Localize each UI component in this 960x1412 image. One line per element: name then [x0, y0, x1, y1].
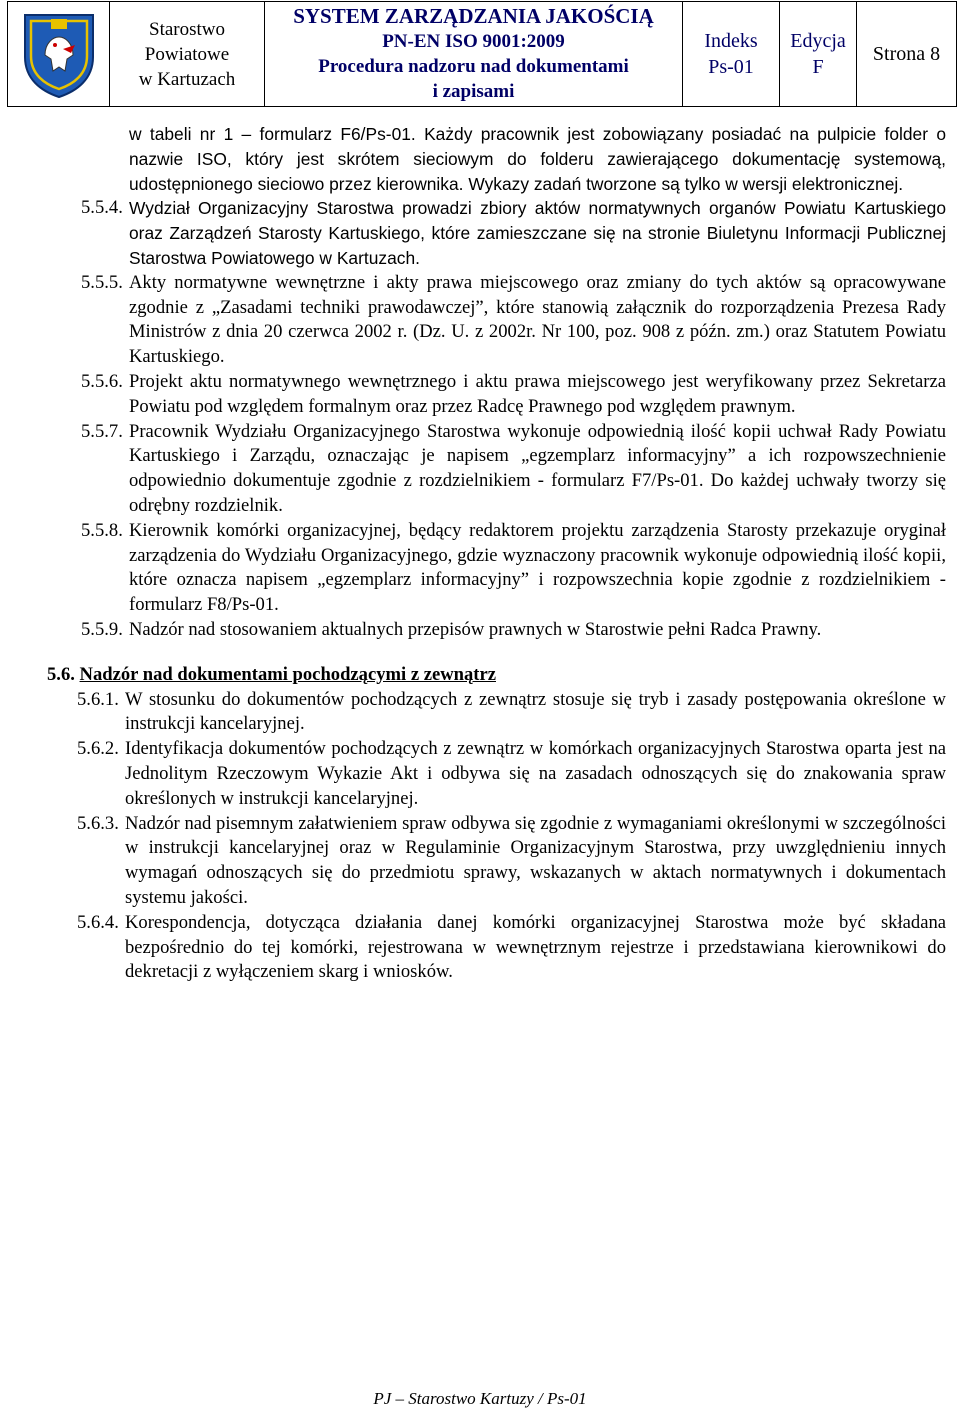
logo-cell — [8, 2, 110, 106]
item-number: 5.5.4. — [81, 197, 123, 219]
list-item — [81, 519, 946, 618]
item-text: Akty normatywne wewnętrzne i akty prawa miejscowego oraz zmiany do tych aktów są opracowywane zgodnie z „Zasadami techniki prawodawczej”, które stanowią załącznik do rozporządzenia Prezesa Rady Ministrów z dnia 20 czerwca 2002 r. (Dz. U. z 2002r. Nr 100, poz. 908 z późn. zm.) oraz Statutem Powiatu Kartuskiego. — [129, 271, 946, 368]
title-line-2: PN-EN ISO 9001:2009 — [382, 31, 565, 52]
section-items-list — [77, 688, 946, 986]
list-item — [77, 737, 946, 811]
edition-label: Edycja — [790, 30, 846, 52]
item-text: Projekt aktu normatywnego wewnętrznego i aktu prawa miejscowego jest weryfikowany przez Sekretarza Powiatu pod względem formalnym oraz przez Radcę Prawnego pod względem prawnym. — [129, 370, 946, 417]
item-number: 5.5.8. — [81, 519, 123, 541]
item-text: Kierownik komórki organizacyjnej, będący redaktorem projektu zarządzenia Starosty przekazuje oryginał zarządzenia do Wydziału Organizacyjnego, gdzie wyznaczony pracownik wykonuje odpowiednią ilość kopii, które oznacza napisem „egzemplarz informacyjny” i rozpowszechnia kopie zgodnie z rozdzielnikiem - formularz F8/Ps-01. — [129, 519, 946, 616]
items-list — [81, 196, 946, 642]
item-number: 5.5.7. — [81, 420, 123, 442]
org-line-2: Powiatowe — [144, 43, 230, 65]
document-header — [7, 1, 957, 107]
page-number: Strona 8 — [872, 42, 941, 65]
list-item — [81, 420, 946, 519]
section-title: Nadzór nad dokumentami pochodzącymi z zewnątrz — [79, 663, 496, 685]
org-line-3: w Kartuzach — [138, 68, 236, 90]
item-text: Wydział Organizacyjny Starostwa prowadzi zbiory aktów normatywnych organów Powiatu Kartuskiego oraz Zarządzeń Starosty Kartuskiego, które zamieszczane się na stronie Biuletynu Informacji Publicznej Starostwa Powiatowego w Kartuzach. — [129, 198, 946, 268]
list-item — [81, 271, 946, 370]
list-item — [81, 196, 946, 270]
edition-value: F — [812, 56, 824, 78]
list-item — [77, 911, 946, 985]
list-item — [81, 370, 946, 420]
document-body — [47, 122, 946, 985]
page-footer: PJ – Starostwo Kartuzy / Ps-01 — [373, 1389, 587, 1408]
item-text: Identyfikacja dokumentów pochodzących z zewnątrz w komórkach organizacyjnych Starostwa oparta jest na Jednolitym Rzeczowym Wykazie Akt i odbywa się na zasadach odnoszących się do znakowania spraw określonych w instrukcji kancelaryjnej. — [125, 738, 946, 809]
item-number: 5.5.5. — [81, 271, 123, 293]
section-number: 5.6. — [47, 663, 75, 685]
title-line-3: Procedura nadzoru nad dokumentami — [318, 56, 629, 77]
coat-of-arms-icon — [19, 9, 99, 99]
list-item — [77, 688, 946, 738]
item-number: 5.5.9. — [81, 618, 123, 640]
edition-cell — [780, 2, 857, 106]
item-text: Nadzór nad stosowaniem aktualnych przepisów prawnych w Starostwie pełni Radca Prawny. — [129, 618, 822, 640]
item-number: 5.5.6. — [81, 370, 123, 392]
title-line-1: SYSTEM ZARZĄDZANIA JAKOŚCIĄ — [293, 4, 654, 28]
index-value: Ps-01 — [708, 56, 754, 78]
item-number: 5.6.2. — [77, 738, 119, 760]
list-item — [77, 812, 946, 911]
item-text: Nadzór nad pisemnym załatwieniem spraw odbywa się zgodnie z wymaganiami określonymi w szczególności w instrukcji kancelaryjnej oraz w Regulaminie Organizacyjnym Starostwa, przy uwzględnieniu innych wymagań odnoszących się do przedmiotu sprawy, wskazanych w aktach normatywnych i dokumentach systemu jakości. — [125, 812, 946, 908]
org-line-1: Starostwo — [149, 18, 225, 40]
page-number-cell — [857, 2, 956, 106]
item-text: Korespondencja, dotycząca działania danej komórki organizacyjnej Starostwa może być składana bezpośrednio do tej komórki, rejestrowana w wewnętrznym rejestrze i przedstawiana kierownikowi do dekretacji z wyłączeniem skarg i wniosków. — [125, 911, 946, 983]
item-text: Pracownik Wydziału Organizacyjnego Starostwa wykonuje odpowiednią ilość kopii uchwał Rady Powiatu Kartuskiego i Zarządu, oznaczając je napisem „egzemplarz informacyjny” a ich rozpowszechnienie odpowiednio dokumentuje zgodnie z rozdzielnikiem - formularz F7/Ps-01. Do każdej uchwały tworzy się odrębny rozdzielnik. — [129, 420, 946, 516]
index-cell — [683, 2, 780, 106]
organization-name — [110, 2, 265, 106]
item-text: W stosunku do dokumentów pochodzących z zewnątrz stosuje się tryb i zasady postępowania określone w instrukcji kancelaryjnej. — [125, 688, 946, 735]
section-heading — [47, 663, 946, 688]
list-item — [81, 618, 946, 643]
item-number: 5.6.1. — [77, 688, 119, 710]
intro-paragraph: w tabeli nr 1 – formularz F6/Ps-01. Każdy pracownik jest zobowiązany posiadać na pulpicie folder o nazwie ISO, który jest skrótem sieciowym do folderu zawierającego dokumentację systemową, udostępnionego sieciowo przez kierownika. Wykazy zadań tworzone są tylko w wersji elektronicznej. — [129, 124, 946, 194]
item-number: 5.6.4. — [77, 911, 119, 933]
document-title — [265, 2, 683, 106]
title-line-4: i zapisami — [432, 81, 515, 102]
index-label: Indeks — [704, 30, 758, 52]
item-number: 5.6.3. — [77, 812, 119, 834]
